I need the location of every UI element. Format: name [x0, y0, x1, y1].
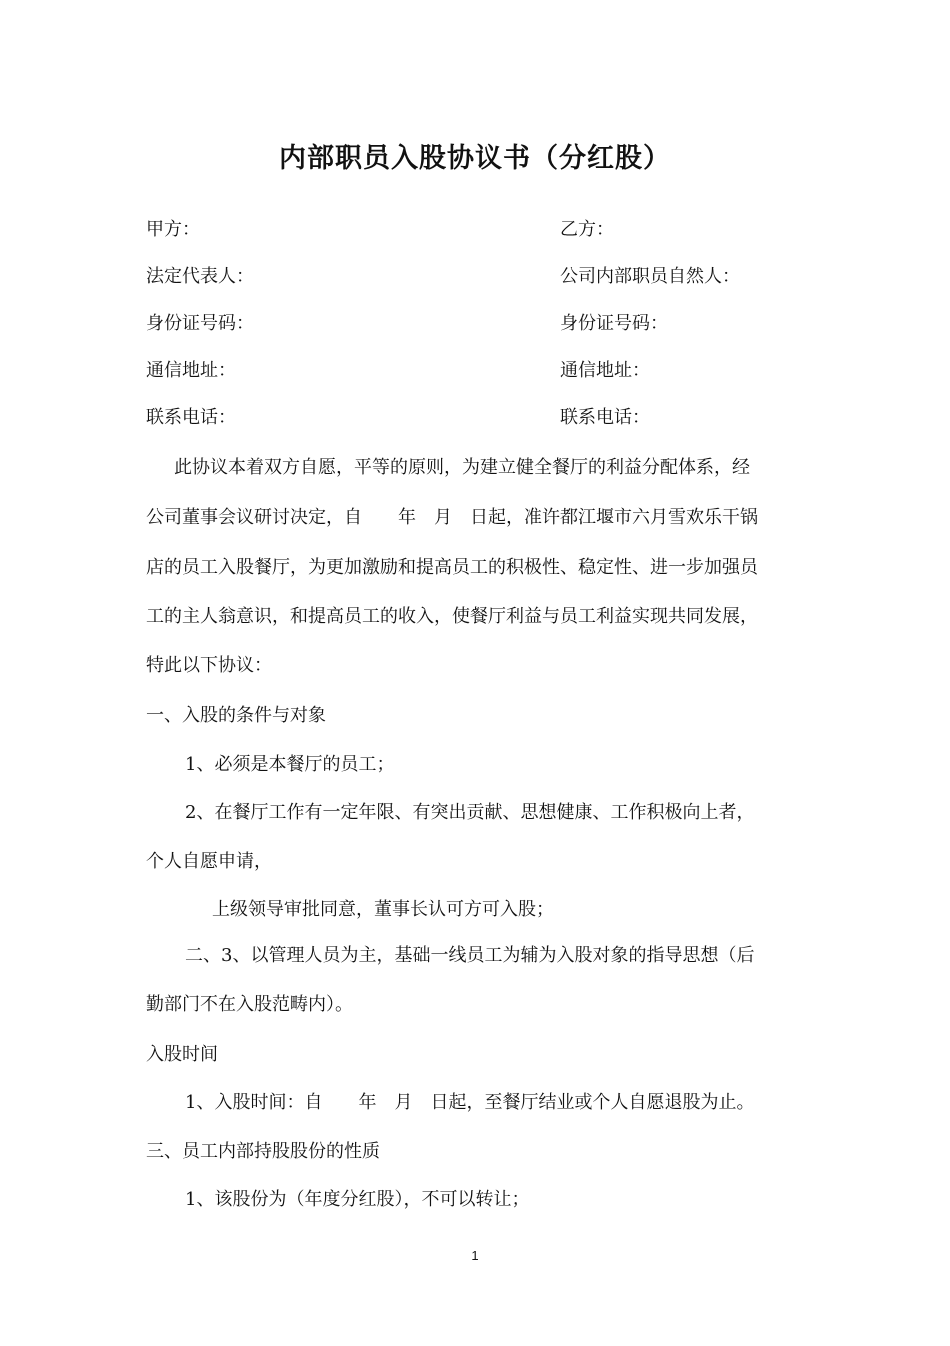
body-line: 2、在餐厅工作有一定年限、有突出贡献、思想健康、工作积极向上者，	[185, 802, 755, 823]
document-title: 内部职员入股协议书（分红股）	[279, 143, 671, 174]
party-b-address-label: 通信地址：	[560, 360, 650, 381]
section-heading: 三、员工内部持股股份的性质	[146, 1141, 380, 1162]
body-line: 特此以下协议：	[146, 655, 272, 676]
body-line: 此协议本着双方自愿，平等的原则，为建立健全餐厅的利益分配体系，经	[174, 457, 750, 478]
body-line: 1、必须是本餐厅的员工；	[185, 754, 395, 775]
body-line: 1、该股份为（年度分红股），不可以转让；	[185, 1189, 530, 1210]
legal-representative-label: 法定代表人：	[146, 266, 254, 287]
party-a-id-label: 身份证号码：	[146, 313, 254, 334]
party-a-address-label: 通信地址：	[146, 360, 236, 381]
section-heading: 一、入股的条件与对象	[146, 705, 326, 726]
body-line: 1、入股时间：自 年 月 日起，至餐厅结业或个人自愿退股为止。	[185, 1092, 755, 1113]
section-heading: 入股时间	[146, 1044, 218, 1065]
body-line: 上级领导审批同意，董事长认可方可入股；	[212, 899, 554, 920]
party-b-id-label: 身份证号码：	[560, 313, 668, 334]
party-b-phone-label: 联系电话：	[560, 407, 650, 428]
body-line: 勤部门不在入股范畴内）。	[146, 994, 353, 1015]
party-a-label: 甲方：	[146, 219, 200, 240]
body-line: 工的主人翁意识，和提高员工的收入，使餐厅利益与员工利益实现共同发展，	[146, 606, 758, 627]
party-b-label: 乙方：	[560, 219, 614, 240]
page-number: 1	[471, 1248, 479, 1263]
body-line: 个人自愿申请，	[146, 851, 272, 872]
body-line: 公司董事会议研讨决定，自 年 月 日起，准许都江堰市六月雪欢乐干锅	[146, 507, 758, 528]
body-line: 店的员工入股餐厅，为更加激励和提高员工的积极性、稳定性、进一步加强员	[146, 557, 758, 578]
employee-person-label: 公司内部职员自然人：	[560, 266, 740, 287]
party-a-phone-label: 联系电话：	[146, 407, 236, 428]
section-heading: 二、3、以管理人员为主，基础一线员工为辅为入股对象的指导思想（后	[185, 945, 755, 966]
